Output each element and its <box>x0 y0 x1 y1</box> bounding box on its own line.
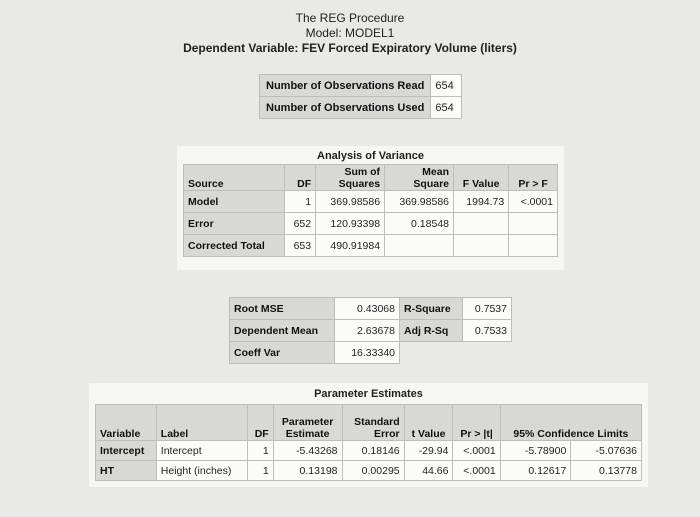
fit-row <box>230 342 512 364</box>
anova-p <box>509 235 558 257</box>
anova-f <box>454 213 509 235</box>
procedure-title: The REG Procedure <box>295 11 405 25</box>
anova-panel <box>177 146 564 270</box>
fit-statistics-table <box>229 297 512 364</box>
params-estimate: 0.13198 <box>273 461 342 481</box>
anova-df: 652 <box>284 213 315 235</box>
params-col-variable: Variable <box>96 405 157 441</box>
params-df: 1 <box>247 441 273 461</box>
anova-df: 1 <box>284 191 315 213</box>
anova-col-ms <box>385 165 454 191</box>
params-variable: HT <box>96 461 157 481</box>
anova-f <box>454 235 509 257</box>
params-t: -29.94 <box>404 441 453 461</box>
params-title: Parameter Estimates <box>314 388 423 400</box>
params-df: 1 <box>247 461 273 481</box>
fit-label: Root MSE <box>230 298 335 320</box>
parameter-estimates-table <box>95 404 642 481</box>
params-col-estimate <box>273 405 342 441</box>
params-col-t: t Value <box>404 405 453 441</box>
params-stderr: 0.18146 <box>342 441 404 461</box>
anova-ss: 120.93398 <box>316 213 385 235</box>
params-col-stderr <box>342 405 404 441</box>
anova-p: <.0001 <box>509 191 558 213</box>
anova-source: Error <box>184 213 285 235</box>
params-col-df: DF <box>247 405 273 441</box>
params-col-stderr-bottom: Error <box>373 428 400 440</box>
anova-col-f: F Value <box>454 165 509 191</box>
params-header-row <box>96 405 642 441</box>
observations-row-read <box>260 75 462 97</box>
fit-label: Coeff Var <box>230 342 335 364</box>
anova-col-ss-top: Sum of <box>344 165 381 178</box>
observations-row-used <box>260 97 462 119</box>
params-p: <.0001 <box>453 441 500 461</box>
params-ci-lower: 0.12617 <box>500 461 571 481</box>
anova-col-ss-bottom: Squares <box>338 177 381 190</box>
obs-read-label: Number of Observations Read <box>260 75 431 97</box>
params-ci-upper: 0.13778 <box>571 461 642 481</box>
anova-source: Corrected Total <box>184 235 285 257</box>
params-label: Intercept <box>156 441 247 461</box>
obs-read-value: 654 <box>431 75 462 97</box>
params-col-estimate-bottom: Estimate <box>285 428 330 440</box>
anova-header-row <box>184 165 558 191</box>
anova-f: 1994.73 <box>454 191 509 213</box>
fit-label: Adj R-Sq <box>400 320 463 342</box>
anova-col-source: Source <box>184 165 285 191</box>
anova-ms <box>385 235 454 257</box>
anova-row <box>184 191 558 213</box>
anova-p <box>509 213 558 235</box>
obs-used-label: Number of Observations Used <box>260 97 431 119</box>
fit-value: 0.7533 <box>463 320 512 342</box>
anova-ss: 369.98586 <box>316 191 385 213</box>
fit-label: R-Square <box>400 298 463 320</box>
anova-title: Analysis of Variance <box>317 150 424 162</box>
anova-row <box>184 213 558 235</box>
fit-empty-cell <box>400 342 463 364</box>
params-variable: Intercept <box>96 441 157 461</box>
params-col-stderr-top: Standard <box>354 416 400 428</box>
params-row <box>96 461 642 481</box>
fit-row <box>230 320 512 342</box>
params-estimate: -5.43268 <box>273 441 342 461</box>
anova-source: Model <box>184 191 285 213</box>
anova-col-ms-bottom: Square <box>413 177 450 190</box>
fit-empty-cell <box>463 342 512 364</box>
anova-row <box>184 235 558 257</box>
params-ci-lower: -5.78900 <box>500 441 571 461</box>
anova-ms: 369.98586 <box>385 191 454 213</box>
params-label: Height (inches) <box>156 461 247 481</box>
anova-ss: 490.91984 <box>316 235 385 257</box>
dependent-variable-title: Dependent Variable: FEV Forced Expiratory Volume (liters) <box>183 41 517 55</box>
params-col-ci: 95% Confidence Limits <box>500 405 641 441</box>
params-col-estimate-top: Parameter <box>281 416 334 428</box>
params-stderr: 0.00295 <box>342 461 404 481</box>
model-title: Model: MODEL1 <box>305 26 395 40</box>
obs-used-value: 654 <box>431 97 462 119</box>
params-ci-upper: -5.07636 <box>571 441 642 461</box>
params-row <box>96 441 642 461</box>
fit-value: 16.33340 <box>335 342 400 364</box>
params-t: 44.66 <box>404 461 453 481</box>
params-col-label: Label <box>156 405 247 441</box>
fit-value: 2.63678 <box>335 320 400 342</box>
fit-value: 0.7537 <box>463 298 512 320</box>
anova-col-p: Pr > F <box>509 165 558 191</box>
anova-ms: 0.18548 <box>385 213 454 235</box>
anova-col-df: DF <box>284 165 315 191</box>
anova-col-ms-top: Mean <box>422 165 450 178</box>
parameter-estimates-panel <box>89 383 648 487</box>
params-p: <.0001 <box>453 461 500 481</box>
fit-label: Dependent Mean <box>230 320 335 342</box>
observations-table <box>259 74 462 119</box>
anova-df: 653 <box>284 235 315 257</box>
fit-row <box>230 298 512 320</box>
anova-col-ss <box>316 165 385 191</box>
params-col-p: Pr > |t| <box>453 405 500 441</box>
fit-value: 0.43068 <box>335 298 400 320</box>
anova-table <box>183 164 558 257</box>
